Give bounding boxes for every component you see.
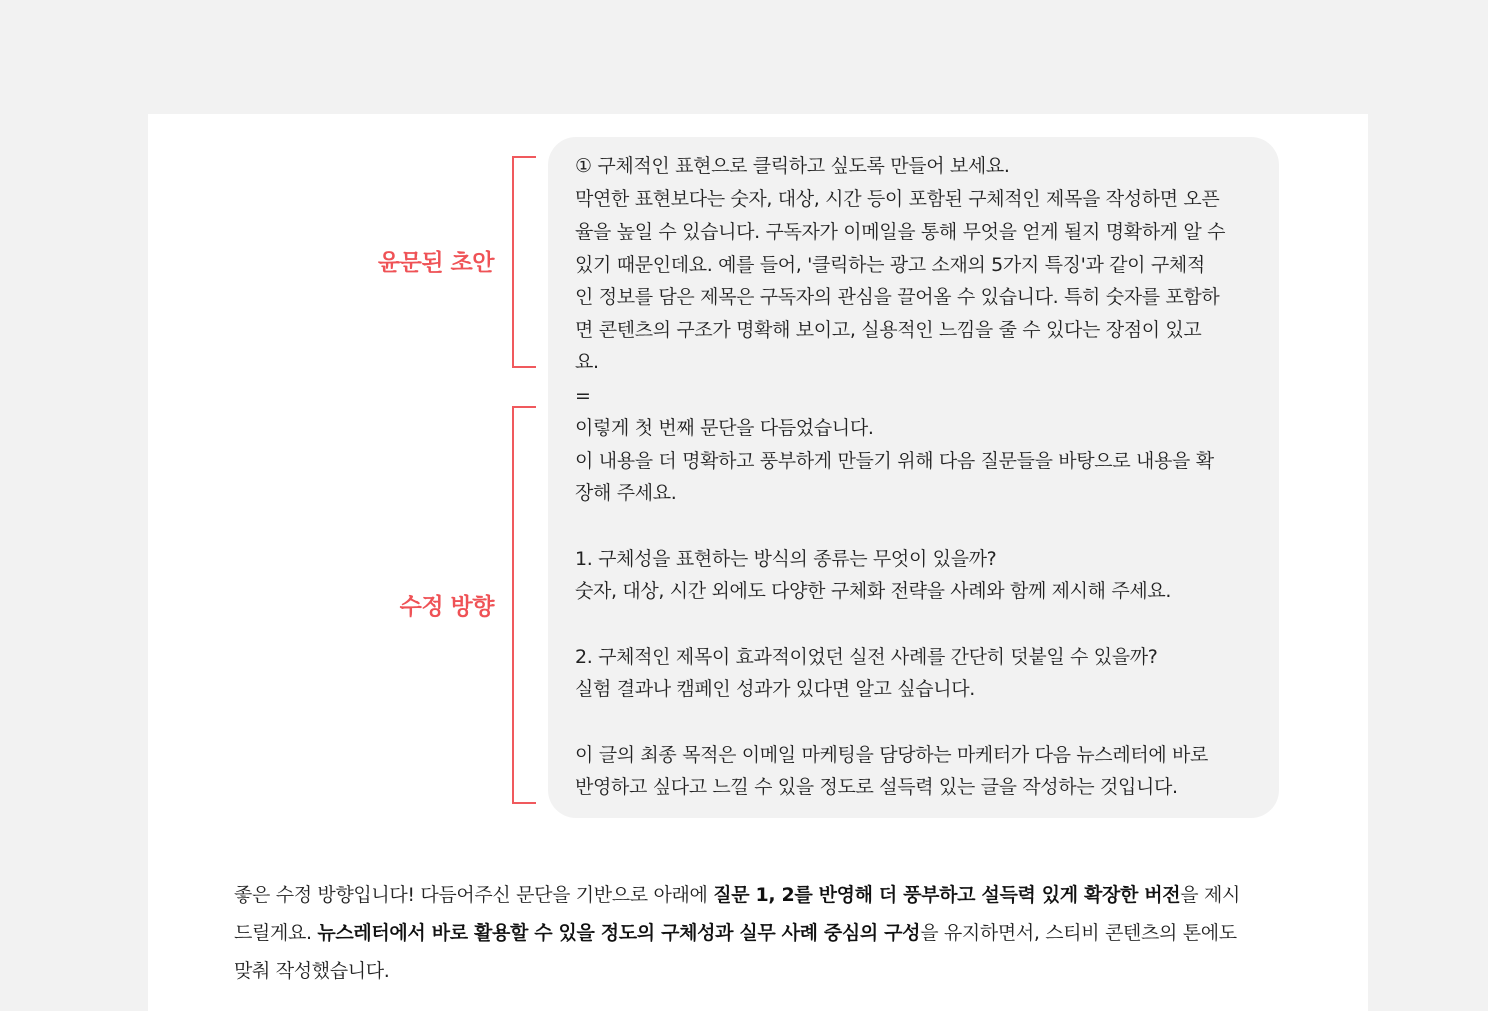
assistant-reply — [234, 876, 1274, 990]
separator-line: = — [575, 385, 591, 407]
bubble-line: 율을 높일 수 있습니다. 구독자가 이메일을 통해 무엇을 얻게 될지 명확하게 알 수 — [575, 221, 1226, 243]
bubble-line: 실험 결과나 캠페인 성과가 있다면 알고 싶습니다. — [575, 678, 975, 700]
bubble-line: 요. — [575, 351, 599, 373]
reply-line-1 — [234, 876, 1274, 914]
draft-label: 윤문된 초안 — [377, 250, 494, 276]
question-1: 1. 구체성을 표현하는 방식의 종류는 무엇이 있을까? — [575, 548, 997, 570]
bubble-line: 이 내용을 더 명확하고 풍부하게 만들기 위해 다음 질문들을 바탕으로 내용을 확 — [575, 450, 1214, 472]
reply-text: 을 유지하면서, 스티비 콘텐츠의 톤에도 — [920, 922, 1237, 944]
bubble-line: 인 정보를 담은 제목은 구독자의 관심을 끌어올 수 있습니다. 특히 숫자를 포함하 — [575, 286, 1220, 308]
revision-bracket — [512, 406, 536, 804]
bubble-line: 막연한 표현보다는 숫자, 대상, 시간 등이 포함된 구체적인 제목을 작성하면 오픈 — [575, 188, 1220, 210]
draft-bracket — [512, 156, 536, 368]
bubble-line: 장해 주세요. — [575, 482, 677, 504]
bubble-line: 이 글의 최종 목적은 이메일 마케팅을 담당하는 마케터가 다음 뉴스레터에 바로 — [575, 744, 1209, 766]
bubble-line: 숫자, 대상, 시간 외에도 다양한 구체화 전략을 사례와 함께 제시해 주세요. — [575, 580, 1172, 602]
reply-text: 을 제시 — [1180, 884, 1240, 906]
bubble-line: ① 구체적인 표현으로 클릭하고 싶도록 만들어 보세요. — [575, 155, 1010, 177]
reply-text: 드릴게요. — [234, 922, 318, 944]
bubble-line: 면 콘텐츠의 구조가 명확해 보이고, 실용적인 느낌을 줄 수 있다는 장점이 있고 — [575, 319, 1202, 341]
bubble-line: 이렇게 첫 번째 문단을 다듬었습니다. — [575, 417, 874, 439]
revision-label: 수정 방향 — [399, 594, 494, 620]
bubble-line: 있기 때문인데요. 예를 들어, '클릭하는 광고 소재의 5가지 특징'과 같이 구체적 — [575, 254, 1205, 276]
reply-emphasis: 뉴스레터에서 바로 활용할 수 있을 정도의 구체성과 실무 사례 중심의 구성 — [317, 922, 921, 944]
reply-emphasis: 질문 1, 2를 반영해 더 풍부하고 설득력 있게 확장한 버전 — [713, 884, 1181, 906]
reply-line-2 — [234, 914, 1274, 952]
bubble-line: 반영하고 싶다고 느낄 수 있을 정도로 설득력 있는 글을 작성하는 것입니다. — [575, 776, 1178, 798]
question-2: 2. 구체적인 제목이 효과적이었던 실전 사례를 간단히 덧붙일 수 있을까? — [575, 646, 1158, 668]
reply-text: 좋은 수정 방향입니다! 다듬어주신 문단을 기반으로 아래에 — [234, 884, 714, 906]
reply-line-3: 맞춰 작성했습니다. — [234, 960, 390, 982]
